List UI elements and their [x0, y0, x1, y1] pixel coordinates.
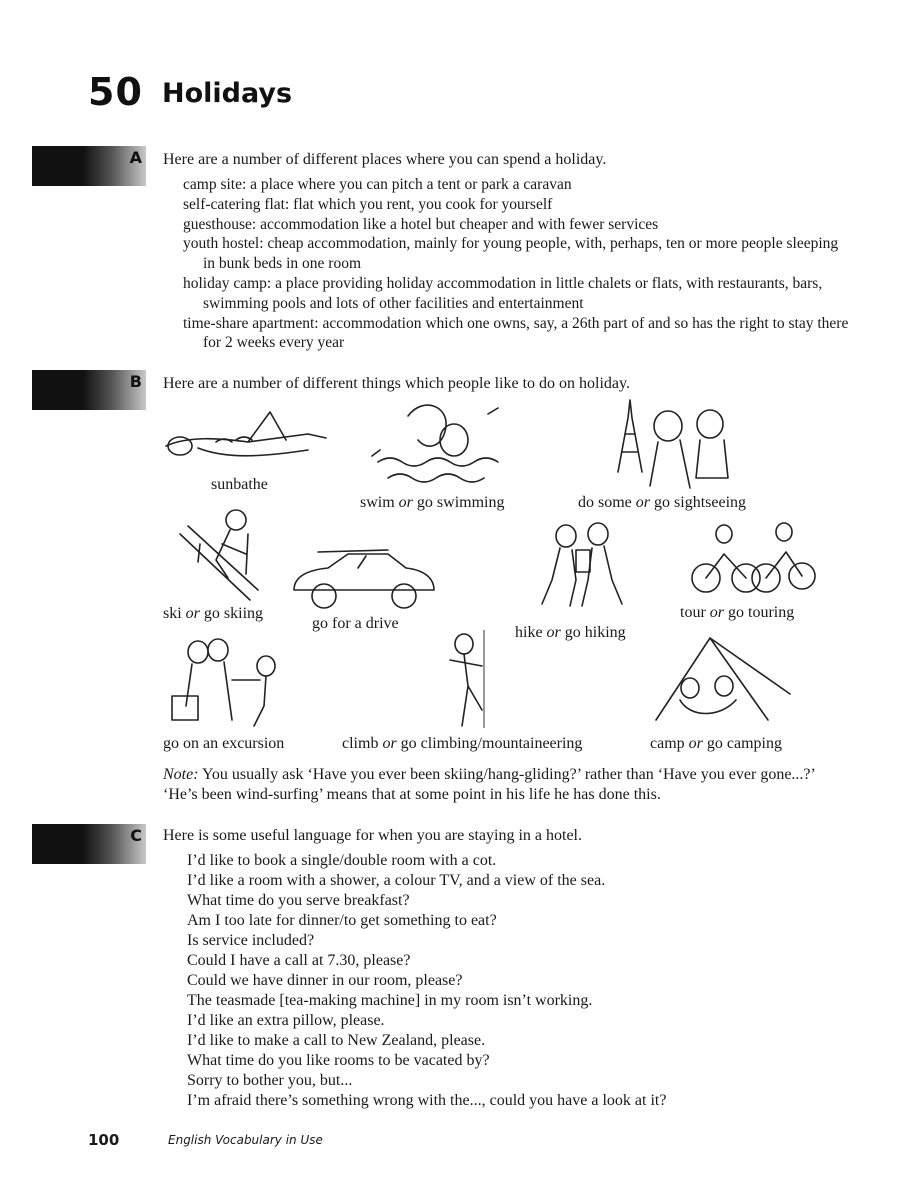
swimming-illustration	[368, 396, 508, 492]
note-label: Note:	[163, 766, 199, 783]
list-item: The teasmade [tea-making machine] in my room isn’t working.	[187, 992, 593, 1009]
activity-caption: sunbathe	[211, 476, 268, 493]
section-a-letter: A	[129, 148, 142, 167]
sunbathing-illustration	[158, 408, 338, 470]
activity-caption: go for a drive	[312, 615, 399, 632]
list-item: Could we have dinner in our room, please?	[187, 972, 463, 989]
camping-illustration	[650, 634, 800, 726]
unit-number: 50	[88, 70, 143, 114]
list-item: I’d like to make a call to New Zealand, please.	[187, 1032, 486, 1049]
usage-note	[163, 765, 853, 805]
section-a-marker	[32, 146, 146, 186]
list-item: What time do you serve breakfast?	[187, 892, 410, 909]
activity-caption: camp or go camping	[650, 735, 782, 752]
activity-caption: tour or go touring	[680, 604, 795, 621]
activity-caption: climb or go climbing/mountaineering	[342, 735, 583, 752]
list-item: I’d like a room with a shower, a colour TV, and a view of the sea.	[187, 872, 606, 889]
hotel-phrases-list	[187, 851, 847, 1111]
list-item: What time do you like rooms to be vacated by?	[187, 1052, 490, 1069]
activity-caption: swim or go swimming	[360, 494, 505, 511]
activity-caption: go on an excursion	[163, 735, 285, 752]
list-item: self-catering flat: flat which you rent, you cook for yourself	[183, 195, 553, 213]
section-c-intro: Here is some useful language for when you are staying in a hotel.	[163, 827, 582, 844]
section-b-marker	[32, 370, 146, 410]
list-item: guesthouse: accommodation like a hotel but cheaper and with fewer services	[183, 215, 659, 233]
list-item: I’d like to book a single/double room with a cot.	[187, 852, 497, 869]
touring-illustration	[688, 520, 818, 602]
page-number: 100	[88, 1131, 120, 1149]
section-c-letter: C	[130, 826, 142, 845]
hiking-illustration	[532, 520, 632, 610]
section-a-intro: Here are a number of different places where you can spend a holiday.	[163, 151, 607, 168]
list-item: Sorry to bother you, but...	[187, 1072, 353, 1089]
skiing-illustration	[170, 504, 270, 604]
unit-title: Holidays	[162, 78, 293, 109]
section-b-letter: B	[129, 372, 142, 391]
list-item: camp site: a place where you can pitch a tent or park a caravan	[183, 176, 572, 193]
section-c-marker	[32, 824, 146, 864]
list-item: holiday camp: a place providing holiday accommodation in little chalets or flats, with restaurants, bars, swimming pools and lots of other facilities and entertainment	[183, 274, 823, 312]
activity-caption: do some or go sightseeing	[578, 494, 747, 511]
driving-illustration	[288, 546, 438, 616]
activity-caption: ski or go skiing	[163, 605, 264, 622]
note-text: You usually ask ‘Have you ever been skiing/hang-gliding?’ rather than ‘Have you ever gone...?’ ‘He’s been wind-surfing’ means that at some point in his life he has done this.	[163, 766, 815, 803]
list-item: Is service included?	[187, 932, 315, 949]
sightseeing-illustration	[600, 398, 740, 494]
places-list	[183, 175, 853, 353]
list-item: Am I too late for dinner/to get something to eat?	[187, 912, 497, 929]
excursion-illustration	[168, 636, 288, 732]
book-title: English Vocabulary in Use	[168, 1133, 323, 1147]
list-item: I’m afraid there’s something wrong with the..., could you have a look at it?	[187, 1092, 667, 1109]
section-b-intro: Here are a number of different things which people like to do on holiday.	[163, 375, 630, 392]
list-item: time-share apartment: accommodation which one owns, say, a 26th part of and so has the right to stay there for 2 weeks every year	[183, 314, 849, 352]
climbing-illustration	[438, 630, 498, 730]
list-item: Could I have a call at 7.30, please?	[187, 952, 411, 969]
list-item: I’d like an extra pillow, please.	[187, 1012, 385, 1029]
list-item: youth hostel: cheap accommodation, mainly for young people, with, perhaps, ten or more people sleeping in bunk beds in one room	[183, 235, 839, 273]
activity-caption: hike or go hiking	[515, 624, 626, 641]
